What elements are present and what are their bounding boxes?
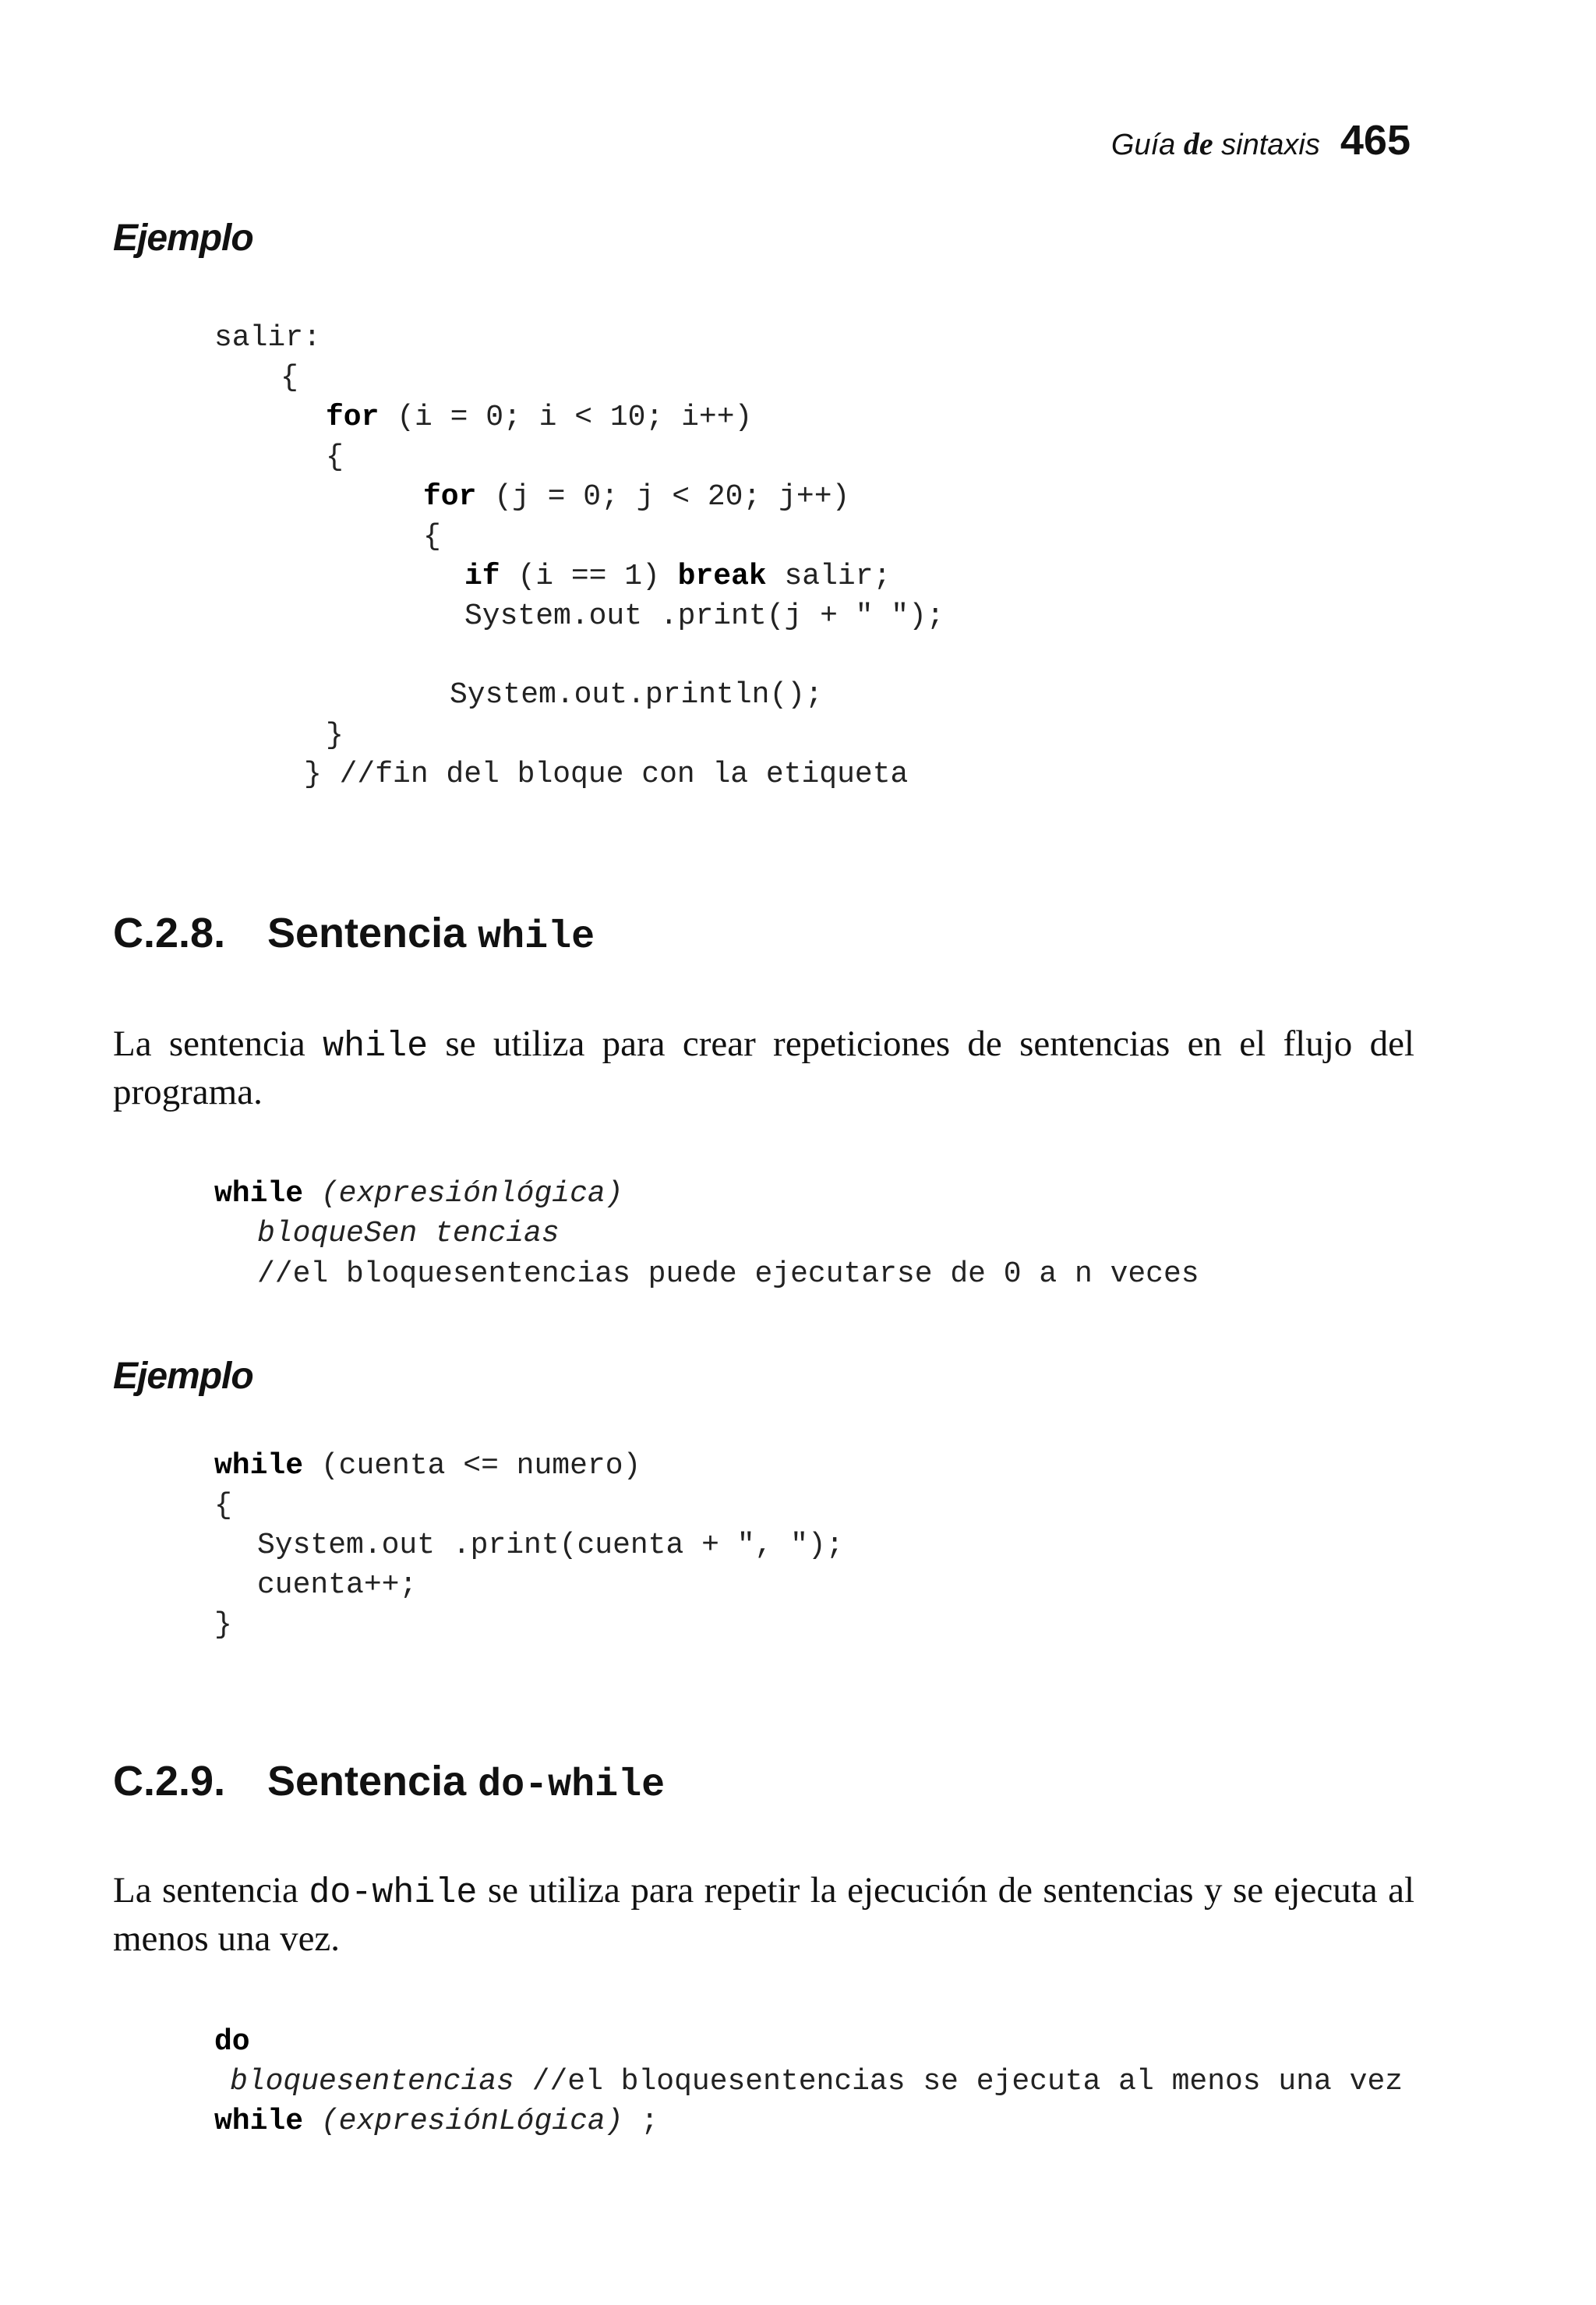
paragraph-text: La sentencia: [113, 1023, 323, 1064]
paragraph-do-while: [113, 1868, 1414, 1962]
running-header-de: de: [1183, 126, 1213, 161]
paragraph-code: while: [323, 1027, 429, 1066]
code-text: bloquesentencias: [230, 2065, 514, 2098]
page-number: 465: [1340, 117, 1411, 164]
code-line: {: [423, 520, 441, 553]
code-line: System.out .print(j + " ");: [464, 599, 945, 633]
code-text: (i = 0; i < 10; i++): [379, 401, 753, 434]
paragraph-code: do-while: [309, 1873, 478, 1913]
code-line: System.out .print(cuenta + ", ");: [257, 1529, 844, 1562]
section-title: Sentencia: [267, 1758, 467, 1805]
section-heading-while: [113, 906, 595, 965]
code-line: [326, 398, 752, 437]
example-label: Ejemplo: [113, 217, 253, 259]
code-line: salir:: [214, 321, 321, 355]
syntax-line: //el bloquesentencias puede ejecutarse de 0 a n veces: [257, 1257, 1199, 1291]
code-line: [214, 1446, 641, 1486]
example-label: Ejemplo: [113, 1356, 253, 1397]
section-title-code: while: [478, 915, 595, 960]
code-line: cuenta++;: [257, 1568, 418, 1602]
code-comment: //el bloquesentencias se ejecuta al menos una vez: [514, 2065, 1404, 2098]
code-line: [464, 557, 891, 596]
code-line: }: [326, 719, 344, 752]
code-keyword: while: [214, 1449, 304, 1483]
paragraph-text: La sentencia: [113, 1870, 309, 1911]
code-line: {: [214, 1489, 232, 1522]
section-number: C.2.9.: [113, 1758, 226, 1805]
code-line: {: [281, 361, 298, 394]
code-text: bloqueSen tencias: [257, 1217, 560, 1250]
code-keyword: while: [214, 2105, 304, 2138]
code-text: (i == 1): [500, 560, 678, 593]
running-header: [1111, 115, 1411, 170]
code-line: {: [326, 440, 344, 474]
code-keyword: do: [214, 2025, 250, 2059]
paragraph-text: se utiliza para crear repeticiones de sentencias en el flujo del programa.: [113, 1023, 1414, 1112]
code-text: (expresiónLógica): [303, 2105, 623, 2138]
running-header-title-end: sintaxis: [1213, 129, 1320, 161]
syntax-line: [230, 2062, 1403, 2102]
syntax-line: [214, 2022, 250, 2062]
section-title: Sentencia: [267, 910, 467, 956]
paragraph-while: [113, 1021, 1414, 1115]
code-text: (cuenta <= numero): [303, 1449, 641, 1483]
code-keyword: while: [214, 1177, 304, 1211]
code-line: }: [214, 1608, 232, 1642]
code-keyword: break: [677, 560, 767, 593]
section-heading-do-while: [113, 1754, 665, 1813]
code-keyword: for: [423, 480, 477, 514]
running-header-title: Guía: [1110, 129, 1184, 161]
code-text: salir;: [766, 560, 892, 593]
code-keyword: for: [326, 401, 380, 434]
code-line: System.out.println();: [450, 678, 823, 712]
code-keyword: if: [464, 560, 500, 593]
code-text: ;: [623, 2105, 659, 2138]
paragraph-text: se utiliza para repetir la ejecución de sentencias y se ejecuta al menos una vez.: [113, 1870, 1415, 1959]
syntax-line: [257, 1214, 560, 1253]
code-text: (expresiónlógica): [303, 1177, 623, 1211]
code-text: (j = 0; j < 20; j++): [476, 480, 850, 514]
section-number: C.2.8.: [113, 910, 226, 956]
code-line: } //fin del bloque con la etiqueta: [304, 758, 909, 791]
syntax-line: [214, 2102, 659, 2141]
code-line: [423, 477, 849, 517]
section-title-code: do-while: [478, 1763, 666, 1808]
syntax-line: [214, 1174, 623, 1214]
